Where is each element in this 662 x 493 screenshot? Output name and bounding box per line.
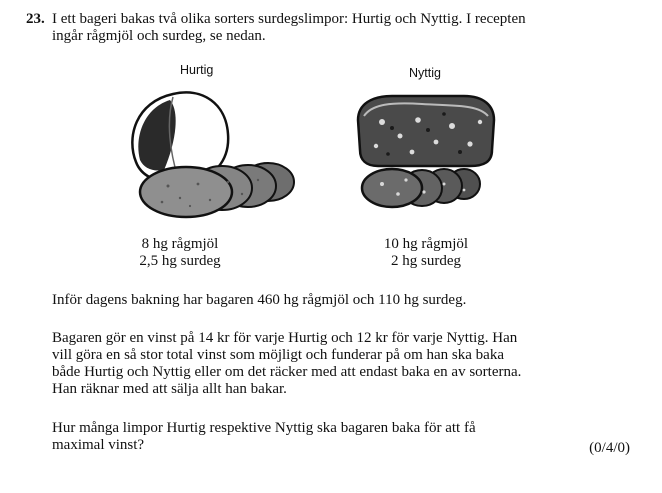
paragraph-profit	[52, 330, 622, 398]
question-intro	[52, 11, 612, 45]
hurtig-recipe	[110, 236, 250, 270]
paragraph-line: maximal vinst?	[52, 437, 145, 453]
paragraph-question	[52, 420, 622, 454]
question-number: 23.	[26, 11, 45, 27]
paragraph-line: både Hurtig och Nyttig eller om det räcker med att endast baka en av sorterna.	[52, 364, 522, 380]
nyttig-label: Nyttig	[409, 66, 441, 80]
nyttig-bread-illustration	[352, 86, 502, 211]
recipe-line: 8 hg rågmjöl	[141, 236, 219, 252]
recipe-line: 10 hg rågmjöl	[383, 236, 469, 252]
paragraph-line: Bagaren gör en vinst på 14 kr för varje Hurtig och 12 kr för varje Nyttig. Han	[52, 330, 518, 346]
paragraph-line: Hur många limpor Hurtig respektive Nyttig ska bagaren baka för att få	[52, 420, 476, 436]
nyttig-recipe	[356, 236, 496, 270]
hurtig-label: Hurtig	[180, 63, 214, 77]
recipe-line: 2 hg surdeg	[391, 253, 461, 269]
paragraph-ingredients	[52, 292, 622, 309]
paragraph-line: Inför dagens bakning har bagaren 460 hg rågmjöl och 110 hg surdeg.	[52, 292, 467, 308]
points-indicator: (0/4/0)	[589, 440, 630, 456]
intro-line: ingår rågmjöl och surdeg, se nedan.	[52, 28, 266, 44]
paragraph-line: Han räknar med att sälja allt han bakar.	[52, 381, 287, 397]
intro-line: I ett bageri bakas två olika sorters surdegslimpor: Hurtig och Nyttig. I recepten	[52, 11, 526, 27]
paragraph-line: vill göra en så stor total vinst som möjligt och funderar på om han ska baka	[52, 347, 504, 363]
hurtig-bread-illustration	[118, 82, 303, 222]
recipe-line: 2,5 hg surdeg	[139, 253, 221, 269]
